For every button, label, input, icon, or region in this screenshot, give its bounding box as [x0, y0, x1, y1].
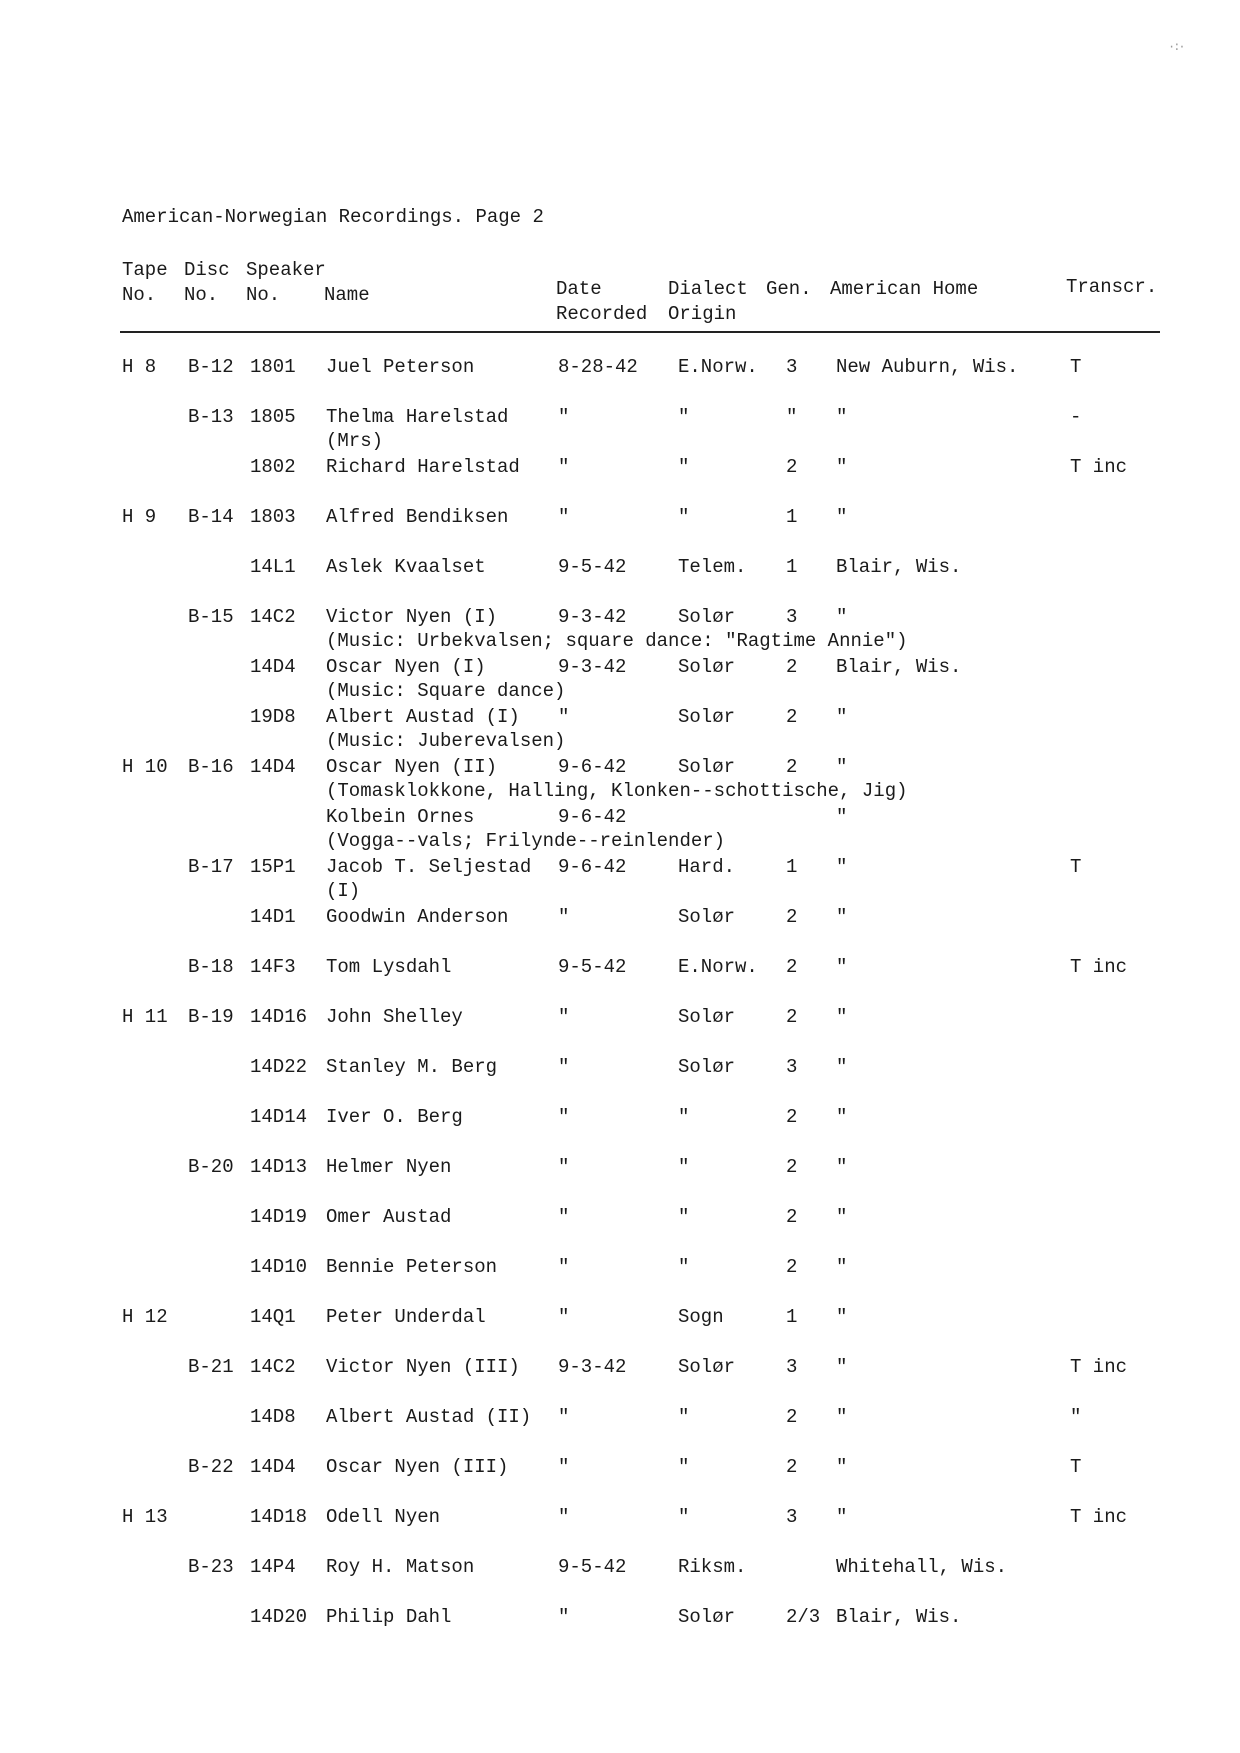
cell-date: "	[558, 1006, 570, 1028]
cell-dialect: Solør	[678, 656, 736, 678]
cell-disc: B-17	[188, 856, 234, 878]
cell-gen: 2	[786, 1406, 798, 1428]
cell-date: "	[558, 1206, 570, 1228]
cell-home: "	[836, 1006, 848, 1028]
cell-gen: 1	[786, 1306, 798, 1328]
cell-home: "	[836, 1156, 848, 1178]
cell-disc: B-23	[188, 1556, 234, 1578]
cell-home: "	[836, 1106, 848, 1128]
cell-gen: 2	[786, 1206, 798, 1228]
cell-disc: B-18	[188, 956, 234, 978]
cell-home: "	[836, 956, 848, 978]
cell-home: "	[836, 1056, 848, 1078]
cell-speaker-no: 14P4	[250, 1556, 296, 1578]
cell-gen: 2	[786, 1006, 798, 1028]
cell-name: Jacob T. Seljestad (I)	[326, 856, 532, 902]
cell-date: "	[558, 706, 570, 728]
cell-name: Stanley M. Berg	[326, 1056, 498, 1078]
cell-dialect: "	[678, 1106, 690, 1128]
cell-gen: 2	[786, 1256, 798, 1278]
cell-speaker-no: 14D13	[250, 1156, 308, 1178]
cell-gen: 2/3	[786, 1606, 821, 1628]
cell-home: "	[836, 856, 848, 878]
cell-dialect: Riksm.	[678, 1556, 747, 1578]
cell-home: "	[836, 1406, 848, 1428]
cell-date: "	[558, 1506, 570, 1528]
cell-speaker-no: 14D8	[250, 1406, 296, 1428]
cell-date: "	[558, 456, 570, 478]
cell-dialect: "	[678, 506, 690, 528]
cell-disc: B-14	[188, 506, 234, 528]
cell-gen: 2	[786, 656, 798, 678]
cell-gen: 3	[786, 356, 798, 378]
cell-speaker-no: 14D16	[250, 1006, 308, 1028]
header-date: Date Recorded	[556, 278, 648, 325]
cell-speaker-no: 14D18	[250, 1506, 308, 1528]
cell-name: Albert Austad (I) (Music: Juberevalsen)	[326, 706, 566, 752]
cell-home: "	[836, 706, 848, 728]
cell-gen: 2	[786, 1106, 798, 1128]
cell-gen: 1	[786, 506, 798, 528]
cell-date: "	[558, 1256, 570, 1278]
cell-name: Victor Nyen (III)	[326, 1356, 520, 1378]
cell-dialect: Solør	[678, 1056, 736, 1078]
cell-dialect: "	[678, 406, 690, 428]
cell-name: John Shelley	[326, 1006, 463, 1028]
cell-home: Whitehall, Wis.	[836, 1556, 1008, 1578]
cell-dialect: Solør	[678, 1006, 736, 1028]
cell-speaker-no: 1801	[250, 356, 296, 378]
cell-date: "	[558, 1056, 570, 1078]
cell-gen: 2	[786, 906, 798, 928]
cell-transcr: T inc	[1070, 1356, 1128, 1378]
cell-name: Oscar Nyen (II) (Tomasklokkone, Halling, Klonken--schottische, Jig)	[326, 756, 908, 802]
cell-speaker-no: 14D10	[250, 1256, 308, 1278]
header-transcr: Transcr.	[1066, 276, 1158, 298]
cell-name: Bennie Peterson	[326, 1256, 498, 1278]
cell-date: 8-28-42	[558, 356, 638, 378]
cell-tape: H 8	[122, 356, 157, 378]
cell-name: Odell Nyen	[326, 1506, 441, 1528]
cell-tape: H 13	[122, 1506, 168, 1528]
cell-disc: B-16	[188, 756, 234, 778]
cell-speaker-no: 14D4	[250, 756, 296, 778]
cell-speaker-no: 14D14	[250, 1106, 308, 1128]
cell-gen: 2	[786, 456, 798, 478]
cell-name: Omer Austad	[326, 1206, 452, 1228]
cell-home: "	[836, 456, 848, 478]
cell-dialect: Solør	[678, 706, 736, 728]
cell-name: Victor Nyen (I) (Music: Urbekvalsen; square dance: "Ragtime Annie")	[326, 606, 908, 652]
cell-home: "	[836, 1456, 848, 1478]
cell-dialect: Sogn	[678, 1306, 724, 1328]
cell-name: Juel Peterson	[326, 356, 475, 378]
cell-date: "	[558, 1306, 570, 1328]
cell-transcr: -	[1070, 406, 1082, 428]
cell-name: Kolbein Ornes (Vogga--vals; Frilynde--reinlender)	[326, 806, 726, 852]
cell-gen: 2	[786, 1156, 798, 1178]
cell-name: Peter Underdal	[326, 1306, 486, 1328]
cell-disc: B-20	[188, 1156, 234, 1178]
cell-tape: H 12	[122, 1306, 168, 1328]
cell-name: Roy H. Matson	[326, 1556, 475, 1578]
cell-date: "	[558, 1606, 570, 1628]
cell-dialect: Solør	[678, 1356, 736, 1378]
cell-gen: 1	[786, 556, 798, 578]
cell-date: 9-6-42	[558, 856, 627, 878]
cell-speaker-no: 15P1	[250, 856, 296, 878]
scan-speck: ·:·	[1168, 40, 1184, 54]
cell-speaker-no: 1805	[250, 406, 296, 428]
cell-home: Blair, Wis.	[836, 556, 962, 578]
cell-gen: 2	[786, 1456, 798, 1478]
cell-home: "	[836, 1356, 848, 1378]
header-speaker-no: Speaker No.	[246, 259, 326, 306]
cell-gen: "	[786, 406, 798, 428]
cell-name: Richard Harelstad	[326, 456, 520, 478]
cell-dialect: E.Norw.	[678, 956, 758, 978]
cell-speaker-no: 19D8	[250, 706, 296, 728]
cell-disc: B-12	[188, 356, 234, 378]
cell-date: "	[558, 1106, 570, 1128]
cell-dialect: Telem.	[678, 556, 747, 578]
cell-tape: H 11	[122, 1006, 168, 1028]
cell-name: Thelma Harelstad (Mrs)	[326, 406, 509, 452]
cell-name: Alfred Bendiksen	[326, 506, 509, 528]
cell-home: "	[836, 906, 848, 928]
cell-speaker-no: 14D4	[250, 656, 296, 678]
cell-home: "	[836, 606, 848, 628]
cell-disc: B-13	[188, 406, 234, 428]
cell-home: "	[836, 1306, 848, 1328]
cell-date: "	[558, 406, 570, 428]
cell-speaker-no: 1803	[250, 506, 296, 528]
cell-transcr: "	[1070, 1406, 1082, 1428]
cell-speaker-no: 14C2	[250, 606, 296, 628]
cell-transcr: T	[1070, 856, 1082, 878]
cell-dialect: "	[678, 456, 690, 478]
cell-date: 9-3-42	[558, 656, 627, 678]
cell-speaker-no: 14L1	[250, 556, 296, 578]
cell-date: 9-3-42	[558, 606, 627, 628]
cell-name: Goodwin Anderson	[326, 906, 509, 928]
cell-dialect: Hard.	[678, 856, 736, 878]
cell-dialect: "	[678, 1406, 690, 1428]
cell-disc: B-19	[188, 1006, 234, 1028]
cell-home: "	[836, 1256, 848, 1278]
cell-speaker-no: 14F3	[250, 956, 296, 978]
cell-speaker-no: 14D20	[250, 1606, 308, 1628]
cell-home: "	[836, 806, 848, 828]
header-name: Name	[324, 284, 370, 306]
cell-transcr: T	[1070, 1456, 1082, 1478]
cell-name: Aslek Kvaalset	[326, 556, 486, 578]
cell-name: Oscar Nyen (I) (Music: Square dance)	[326, 656, 566, 702]
cell-gen: 3	[786, 1356, 798, 1378]
cell-name: Philip Dahl	[326, 1606, 452, 1628]
cell-dialect: "	[678, 1256, 690, 1278]
cell-transcr: T	[1070, 356, 1082, 378]
cell-date: "	[558, 506, 570, 528]
cell-dialect: E.Norw.	[678, 356, 758, 378]
cell-name: Oscar Nyen (III)	[326, 1456, 509, 1478]
cell-tape: H 10	[122, 756, 168, 778]
cell-gen: 3	[786, 1056, 798, 1078]
cell-home: Blair, Wis.	[836, 1606, 962, 1628]
cell-dialect: Solør	[678, 1606, 736, 1628]
cell-date: "	[558, 1406, 570, 1428]
cell-home: "	[836, 1506, 848, 1528]
cell-gen: 3	[786, 1506, 798, 1528]
cell-dialect: "	[678, 1456, 690, 1478]
header-gen: Gen.	[766, 278, 812, 300]
cell-name: Helmer Nyen	[326, 1156, 452, 1178]
page-title: American-Norwegian Recordings. Page 2	[122, 206, 544, 228]
cell-gen: 3	[786, 606, 798, 628]
cell-disc: B-21	[188, 1356, 234, 1378]
cell-speaker-no: 14C2	[250, 1356, 296, 1378]
cell-name: Iver O. Berg	[326, 1106, 463, 1128]
cell-dialect: Solør	[678, 606, 736, 628]
cell-transcr: T inc	[1070, 1506, 1128, 1528]
cell-home: "	[836, 506, 848, 528]
cell-date: "	[558, 1156, 570, 1178]
cell-transcr: T inc	[1070, 956, 1128, 978]
cell-date: 9-5-42	[558, 1556, 627, 1578]
cell-gen: 1	[786, 856, 798, 878]
cell-home: "	[836, 756, 848, 778]
cell-date: 9-3-42	[558, 1356, 627, 1378]
cell-dialect: Solør	[678, 756, 736, 778]
header-rule	[120, 331, 1160, 333]
cell-dialect: "	[678, 1156, 690, 1178]
cell-name: Albert Austad (II)	[326, 1406, 532, 1428]
cell-name: Tom Lysdahl	[326, 956, 452, 978]
cell-home: Blair, Wis.	[836, 656, 962, 678]
cell-speaker-no: 14D19	[250, 1206, 308, 1228]
cell-tape: H 9	[122, 506, 157, 528]
cell-home: "	[836, 1206, 848, 1228]
cell-dialect: Solør	[678, 906, 736, 928]
cell-gen: 2	[786, 756, 798, 778]
cell-speaker-no: 14D1	[250, 906, 296, 928]
cell-disc: B-22	[188, 1456, 234, 1478]
cell-date: 9-6-42	[558, 806, 627, 828]
header-dialect: Dialect Origin	[668, 278, 748, 325]
cell-disc: B-15	[188, 606, 234, 628]
cell-speaker-no: 14Q1	[250, 1306, 296, 1328]
cell-speaker-no: 14D22	[250, 1056, 308, 1078]
cell-dialect: "	[678, 1206, 690, 1228]
cell-speaker-no: 14D4	[250, 1456, 296, 1478]
cell-home: New Auburn, Wis.	[836, 356, 1019, 378]
cell-dialect: "	[678, 1506, 690, 1528]
cell-transcr: T inc	[1070, 456, 1128, 478]
cell-date: 9-6-42	[558, 756, 627, 778]
cell-home: "	[836, 406, 848, 428]
cell-gen: 2	[786, 956, 798, 978]
cell-date: "	[558, 906, 570, 928]
cell-date: "	[558, 1456, 570, 1478]
cell-date: 9-5-42	[558, 956, 627, 978]
header-disc: Disc No.	[184, 259, 230, 306]
header-home: American Home	[830, 278, 979, 300]
header-tape: Tape No.	[122, 259, 168, 306]
cell-date: 9-5-42	[558, 556, 627, 578]
cell-speaker-no: 1802	[250, 456, 296, 478]
cell-gen: 2	[786, 706, 798, 728]
